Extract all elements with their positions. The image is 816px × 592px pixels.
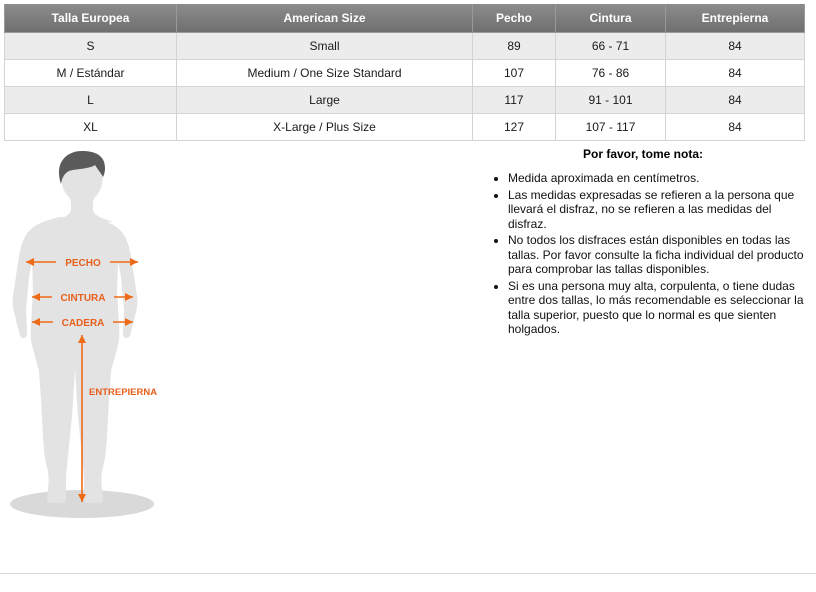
- note-item: • Si es una persona muy alta, corpulenta, o tiene dudas entre dos tallas, lo más recomendable es seleccionar la talla superior, puesto que lo normal es que sienten holgados.: [508, 279, 808, 337]
- cell-eu-size: S: [5, 33, 177, 60]
- note-item: • No todos los disfraces están disponibles en todas las tallas. Por favor consulte la ficha individual del producto para comprobar las tallas disponibles.: [508, 233, 808, 277]
- cell-waist: 91 - 101: [556, 87, 666, 114]
- table-row: [5, 114, 805, 141]
- note-item: • Medida aproximada en centímetros.: [508, 171, 808, 186]
- column-header-entrepierna: Entrepierna: [666, 4, 805, 33]
- cell-inseam: 84: [666, 114, 805, 141]
- notes-title: Por favor, tome nota:: [582, 147, 704, 161]
- table-row: [5, 60, 805, 87]
- table-row: [5, 33, 805, 60]
- cell-us-size: Large: [177, 87, 473, 114]
- chest-label: PECHO: [65, 258, 101, 269]
- cell-waist: 107 - 117: [556, 114, 666, 141]
- body-diagram-svg: [0, 147, 470, 562]
- notes-panel: [478, 147, 808, 339]
- measurement-figure: [0, 147, 470, 562]
- cell-chest: 89: [473, 33, 556, 60]
- inseam-label: ENTREPIERNA: [89, 387, 158, 398]
- column-header-talla-europea: Talla Europea: [5, 4, 177, 33]
- waist-label: CINTURA: [60, 293, 106, 304]
- table-body: [5, 33, 805, 141]
- cell-waist: 66 - 71: [556, 33, 666, 60]
- cell-chest: 107: [473, 60, 556, 87]
- cell-chest: 117: [473, 87, 556, 114]
- size-guide-page: [0, 4, 816, 592]
- hip-label: CADERA: [61, 318, 105, 329]
- notes-list: [478, 171, 808, 337]
- column-header-pecho: Pecho: [473, 4, 556, 33]
- cell-inseam: 84: [666, 87, 805, 114]
- cell-eu-size: XL: [5, 114, 177, 141]
- column-header-american-size: American Size: [177, 4, 473, 33]
- lower-section: [0, 147, 816, 567]
- cell-waist: 76 - 86: [556, 60, 666, 87]
- table-row: [5, 87, 805, 114]
- bottom-divider: [0, 573, 816, 574]
- cell-us-size: Medium / One Size Standard: [177, 60, 473, 87]
- cell-inseam: 84: [666, 33, 805, 60]
- table-header: [5, 4, 805, 33]
- size-chart-table: [4, 4, 805, 141]
- table-header-row: [5, 4, 805, 33]
- cell-inseam: 84: [666, 60, 805, 87]
- cell-us-size: Small: [177, 33, 473, 60]
- column-header-cintura: Cintura: [556, 4, 666, 33]
- cell-eu-size: M / Estándar: [5, 60, 177, 87]
- cell-chest: 127: [473, 114, 556, 141]
- cell-us-size: X-Large / Plus Size: [177, 114, 473, 141]
- cell-eu-size: L: [5, 87, 177, 114]
- note-item: • Las medidas expresadas se refieren a la persona que llevará el disfraz, no se refieren a las medidas del disfraz.: [508, 188, 808, 232]
